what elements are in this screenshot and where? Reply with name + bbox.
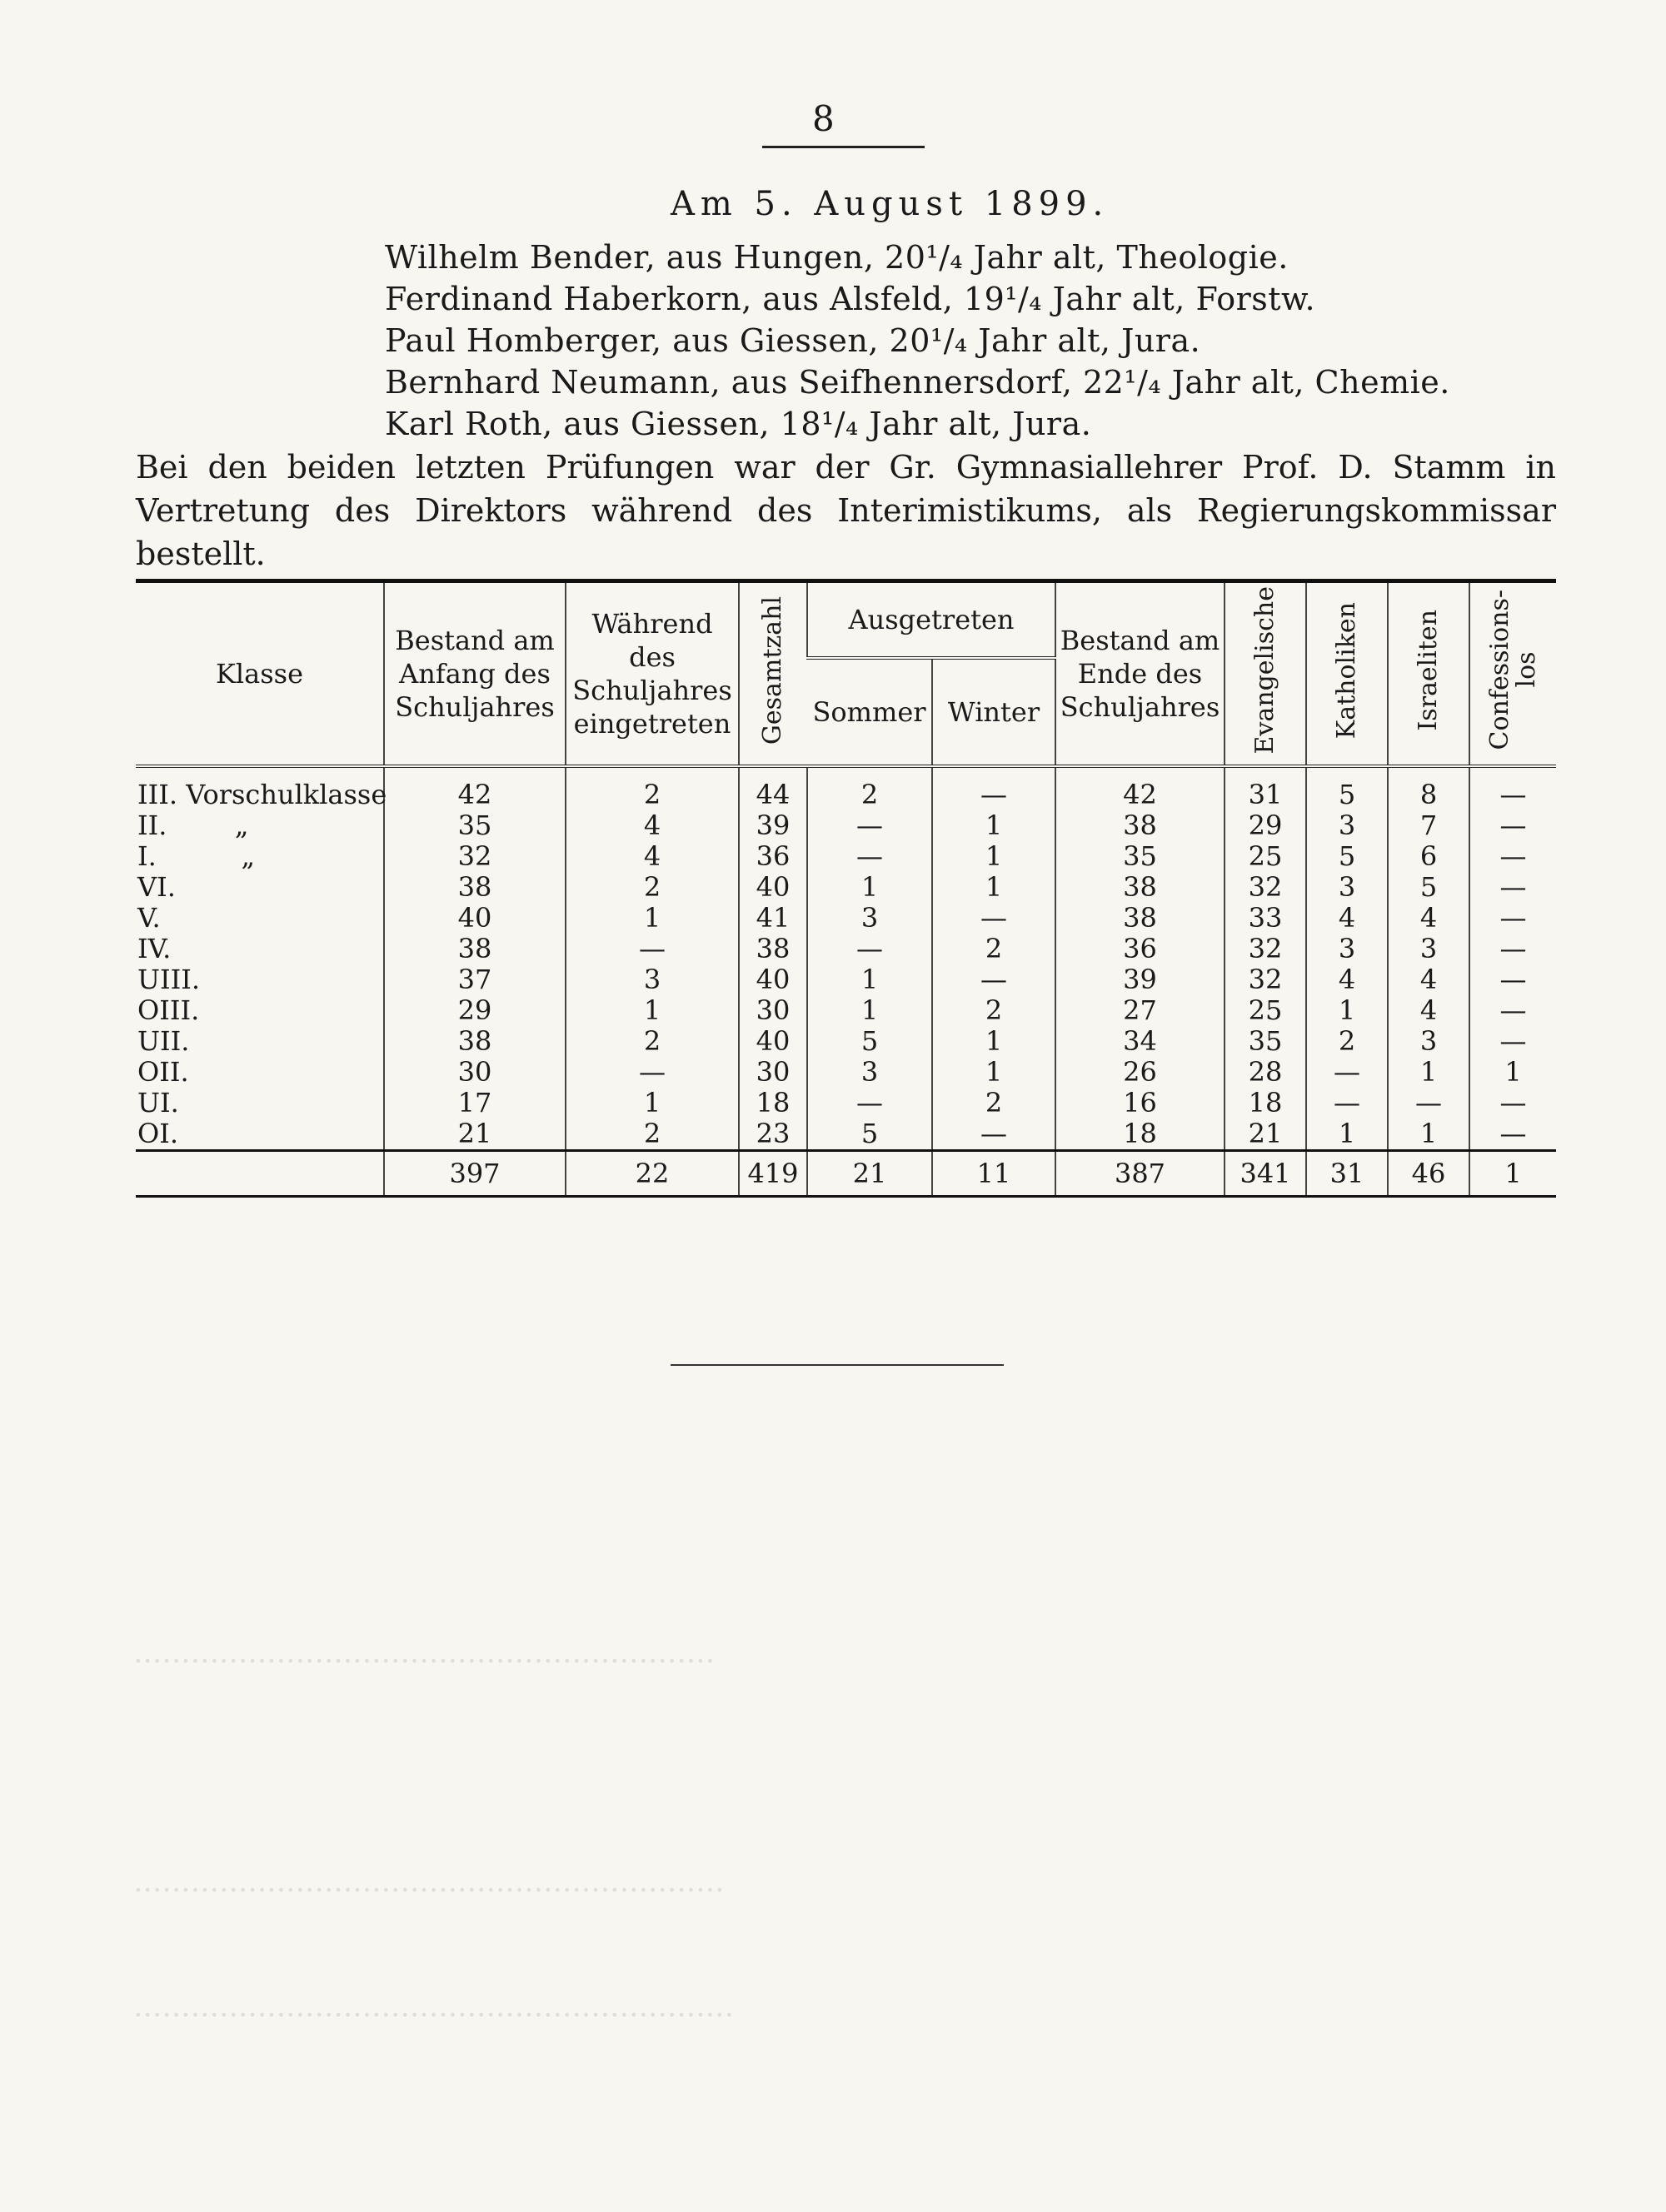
cell-bestand-ende: 27 [1055,995,1225,1026]
header-ausgetreten: Ausgetreten [807,581,1055,658]
cell-katholiken: 5 [1306,766,1388,810]
student-entry: Ferdinand Haberkorn, aus Alsfeld, 19¹/₄ Jahr alt, Forstw. [385,281,1316,317]
cell-winter: 1 [932,1057,1055,1088]
header-klasse: Klasse [136,581,384,767]
table-row [136,1088,1556,1118]
bleed-through-text: ····························································· [133,1645,716,1679]
cell-confessionslos: — [1469,841,1556,872]
cell-gesamtzahl: 40 [739,964,807,995]
cell-confessionslos: — [1469,934,1556,964]
cell-israeliten: 4 [1388,995,1469,1026]
cell-winter: — [932,964,1055,995]
header-evangelische: Evangelische [1250,586,1279,755]
cell-winter: 1 [932,841,1055,872]
cell-sommer: 3 [807,903,932,934]
cell-bestand-ende: 26 [1055,1057,1225,1088]
cell-katholiken: 5 [1306,841,1388,872]
cell-bestand-ende: 36 [1055,934,1225,964]
total-bestand-ende: 387 [1055,1151,1225,1197]
cell-klasse: III. Vorschulklasse [137,779,387,811]
cell-bestand-ende: 38 [1055,872,1225,903]
cell-klasse: II. „ [137,810,249,842]
cell-gesamtzahl: 38 [739,934,807,964]
cell-gesamtzahl: 18 [739,1088,807,1118]
cell-bestand-anfang: 40 [384,903,566,934]
cell-klasse: UII. [137,1025,190,1058]
header-katholiken-cell [1306,581,1388,767]
cell-sommer: 3 [807,1057,932,1088]
cell-katholiken: 4 [1306,964,1388,995]
header-bestand-ende: Bestand am Ende des Schuljahres [1055,581,1225,767]
cell-confessionslos: — [1469,964,1556,995]
cell-sommer: — [807,810,932,841]
cell-gesamtzahl: 44 [739,766,807,810]
cell-bestand-anfang: 35 [384,810,566,841]
header-katholiken: Katholiken [1332,601,1361,739]
cell-confessionslos: — [1469,1026,1556,1057]
table-row [136,872,1556,903]
page-number: 8 [812,98,835,139]
cell-israeliten: 4 [1388,964,1469,995]
cell-katholiken: 3 [1306,810,1388,841]
cell-bestand-ende: 39 [1055,964,1225,995]
cell-winter: 1 [932,1026,1055,1057]
header-evangelische-cell [1225,581,1306,767]
cell-bestand-ende: 38 [1055,903,1225,934]
cell-israeliten: 3 [1388,1026,1469,1057]
cell-katholiken: 4 [1306,903,1388,934]
student-entry: Wilhelm Bender, aus Hungen, 20¹/₄ Jahr alt, Theologie. [385,239,1289,276]
cell-sommer: 1 [807,995,932,1026]
cell-confessionslos: — [1469,810,1556,841]
cell-bestand-ende: 35 [1055,841,1225,872]
cell-gesamtzahl: 36 [739,841,807,872]
cell-winter: — [932,1118,1055,1151]
cell-bestand-ende: 42 [1055,766,1225,810]
table-row [136,995,1556,1026]
enrollment-statistics-table [136,579,1556,1198]
header-confessionslos-cell [1469,581,1556,767]
cell-israeliten: 8 [1388,766,1469,810]
cell-confessionslos: — [1469,1088,1556,1118]
total-confessionslos: 1 [1469,1151,1556,1197]
cell-confessionslos: — [1469,872,1556,903]
cell-katholiken: 1 [1306,995,1388,1026]
cell-eingetreten: 2 [566,1118,739,1151]
total-sommer: 21 [807,1151,932,1197]
cell-eingetreten: 3 [566,964,739,995]
header-sommer: Sommer [807,658,932,767]
cell-israeliten: 6 [1388,841,1469,872]
cell-winter: 2 [932,934,1055,964]
table-row [136,810,1556,841]
cell-bestand-anfang: 38 [384,1026,566,1057]
cell-klasse: OII. [137,1056,189,1089]
cell-katholiken: — [1306,1088,1388,1118]
cell-winter: — [932,766,1055,810]
cell-eingetreten: 1 [566,1088,739,1118]
cell-gesamtzahl: 30 [739,1057,807,1088]
cell-bestand-anfang: 38 [384,934,566,964]
cell-gesamtzahl: 39 [739,810,807,841]
cell-eingetreten: 2 [566,1026,739,1057]
cell-bestand-anfang: 17 [384,1088,566,1118]
cell-sommer: 5 [807,1026,932,1057]
table-row [136,964,1556,995]
date-heading: Am 5. August 1899. [671,185,1110,223]
cell-gesamtzahl: 30 [739,995,807,1026]
cell-bestand-ende: 34 [1055,1026,1225,1057]
cell-bestand-anfang: 21 [384,1118,566,1151]
cell-bestand-anfang: 29 [384,995,566,1026]
cell-winter: 2 [932,1088,1055,1118]
total-israeliten: 46 [1388,1151,1469,1197]
cell-sommer: — [807,1088,932,1118]
total-evangelische: 341 [1225,1151,1306,1197]
total-bestand-anfang: 397 [384,1151,566,1197]
header-gesamtzahl: Gesamtzahl [758,595,787,745]
cell-evangelische: 28 [1225,1057,1306,1088]
cell-confessionslos: 1 [1469,1057,1556,1088]
cell-sommer: — [807,934,932,964]
cell-bestand-ende: 38 [1055,810,1225,841]
cell-evangelische: 35 [1225,1026,1306,1057]
cell-eingetreten: — [566,1057,739,1088]
cell-eingetreten: 2 [566,872,739,903]
commissioner-note: Bei den beiden letzten Prüfungen war der Gr. Gymnasiallehrer Prof. D. Stamm in Vertretung des Direktors während des Interimistikums, als Regierungskommissar bestellt. [136,449,1556,572]
table-row [136,1026,1556,1057]
total-katholiken: 31 [1306,1151,1388,1197]
cell-bestand-ende: 18 [1055,1118,1225,1151]
cell-katholiken: — [1306,1057,1388,1088]
header-waehrend-eingetreten: Während des Schuljahres eingetreten [566,581,739,767]
bleed-through-text: ······························································· [133,1999,734,2033]
table-row [136,1057,1556,1088]
table-row [136,1118,1556,1151]
student-list [385,237,1450,445]
cell-bestand-anfang: 37 [384,964,566,995]
header-confessionslos: Confessions- los [1484,590,1541,750]
cell-winter: — [932,903,1055,934]
cell-israeliten: 5 [1388,872,1469,903]
cell-klasse: UIII. [137,964,201,996]
page-number-rule [762,146,925,148]
bleed-through-text: ······························································ [133,1874,725,1908]
cell-evangelische: 25 [1225,995,1306,1026]
cell-gesamtzahl: 40 [739,1026,807,1057]
cell-eingetreten: — [566,934,739,964]
cell-evangelische: 21 [1225,1118,1306,1151]
cell-israeliten: 1 [1388,1057,1469,1088]
total-row [136,1151,1556,1197]
cell-winter: 1 [932,810,1055,841]
table-row [136,766,1556,810]
cell-gesamtzahl: 23 [739,1118,807,1151]
cell-confessionslos: — [1469,995,1556,1026]
cell-evangelische: 29 [1225,810,1306,841]
cell-evangelische: 25 [1225,841,1306,872]
cell-confessionslos: — [1469,766,1556,810]
cell-confessionslos: — [1469,1118,1556,1151]
cell-evangelische: 32 [1225,872,1306,903]
cell-katholiken: 3 [1306,872,1388,903]
student-entry: Paul Homberger, aus Giessen, 20¹/₄ Jahr alt, Jura. [385,322,1201,359]
cell-evangelische: 33 [1225,903,1306,934]
closing-rule [671,1364,1004,1366]
cell-evangelische: 18 [1225,1088,1306,1118]
cell-katholiken: 1 [1306,1118,1388,1151]
total-klasse [136,1151,384,1197]
cell-israeliten: 3 [1388,934,1469,964]
cell-klasse: V. [137,902,161,934]
header-winter: Winter [932,658,1055,767]
cell-klasse: I. „ [137,840,256,873]
cell-klasse: OI. [137,1118,179,1150]
total-winter: 11 [932,1151,1055,1197]
total-gesamtzahl: 419 [739,1151,807,1197]
cell-israeliten: 7 [1388,810,1469,841]
cell-katholiken: 3 [1306,934,1388,964]
cell-sommer: 5 [807,1118,932,1151]
cell-israeliten: 4 [1388,903,1469,934]
cell-israeliten: 1 [1388,1118,1469,1151]
cell-eingetreten: 2 [566,766,739,810]
cell-evangelische: 31 [1225,766,1306,810]
header-gesamtzahl-cell [739,581,807,767]
student-entry: Karl Roth, aus Giessen, 18¹/₄ Jahr alt, Jura. [385,406,1092,442]
cell-winter: 2 [932,995,1055,1026]
cell-gesamtzahl: 41 [739,903,807,934]
cell-eingetreten: 4 [566,841,739,872]
table-row [136,934,1556,964]
cell-sommer: — [807,841,932,872]
header-israeliten: Israeliten [1414,609,1443,731]
cell-bestand-ende: 16 [1055,1088,1225,1118]
cell-eingetreten: 1 [566,903,739,934]
cell-israeliten: — [1388,1088,1469,1118]
cell-bestand-anfang: 38 [384,872,566,903]
cell-evangelische: 32 [1225,934,1306,964]
cell-katholiken: 2 [1306,1026,1388,1057]
cell-winter: 1 [932,872,1055,903]
cell-klasse: IV. [137,933,172,965]
cell-evangelische: 32 [1225,964,1306,995]
cell-gesamtzahl: 40 [739,872,807,903]
total-eingetreten: 22 [566,1151,739,1197]
cell-eingetreten: 1 [566,995,739,1026]
header-israeliten-cell [1388,581,1469,767]
cell-bestand-anfang: 42 [384,766,566,810]
cell-klasse: UI. [137,1087,179,1119]
cell-bestand-anfang: 30 [384,1057,566,1088]
student-entry: Bernhard Neumann, aus Seifhennersdorf, 22¹/₄ Jahr alt, Chemie. [385,364,1450,401]
cell-klasse: VI. [137,871,176,904]
cell-sommer: 2 [807,766,932,810]
cell-eingetreten: 4 [566,810,739,841]
cell-sommer: 1 [807,964,932,995]
cell-sommer: 1 [807,872,932,903]
header-bestand-anfang: Bestand am Anfang des Schuljahres [384,581,566,767]
cell-bestand-anfang: 32 [384,841,566,872]
cell-confessionslos: — [1469,903,1556,934]
table-row [136,903,1556,934]
table-row [136,841,1556,872]
cell-klasse: OIII. [137,994,200,1027]
